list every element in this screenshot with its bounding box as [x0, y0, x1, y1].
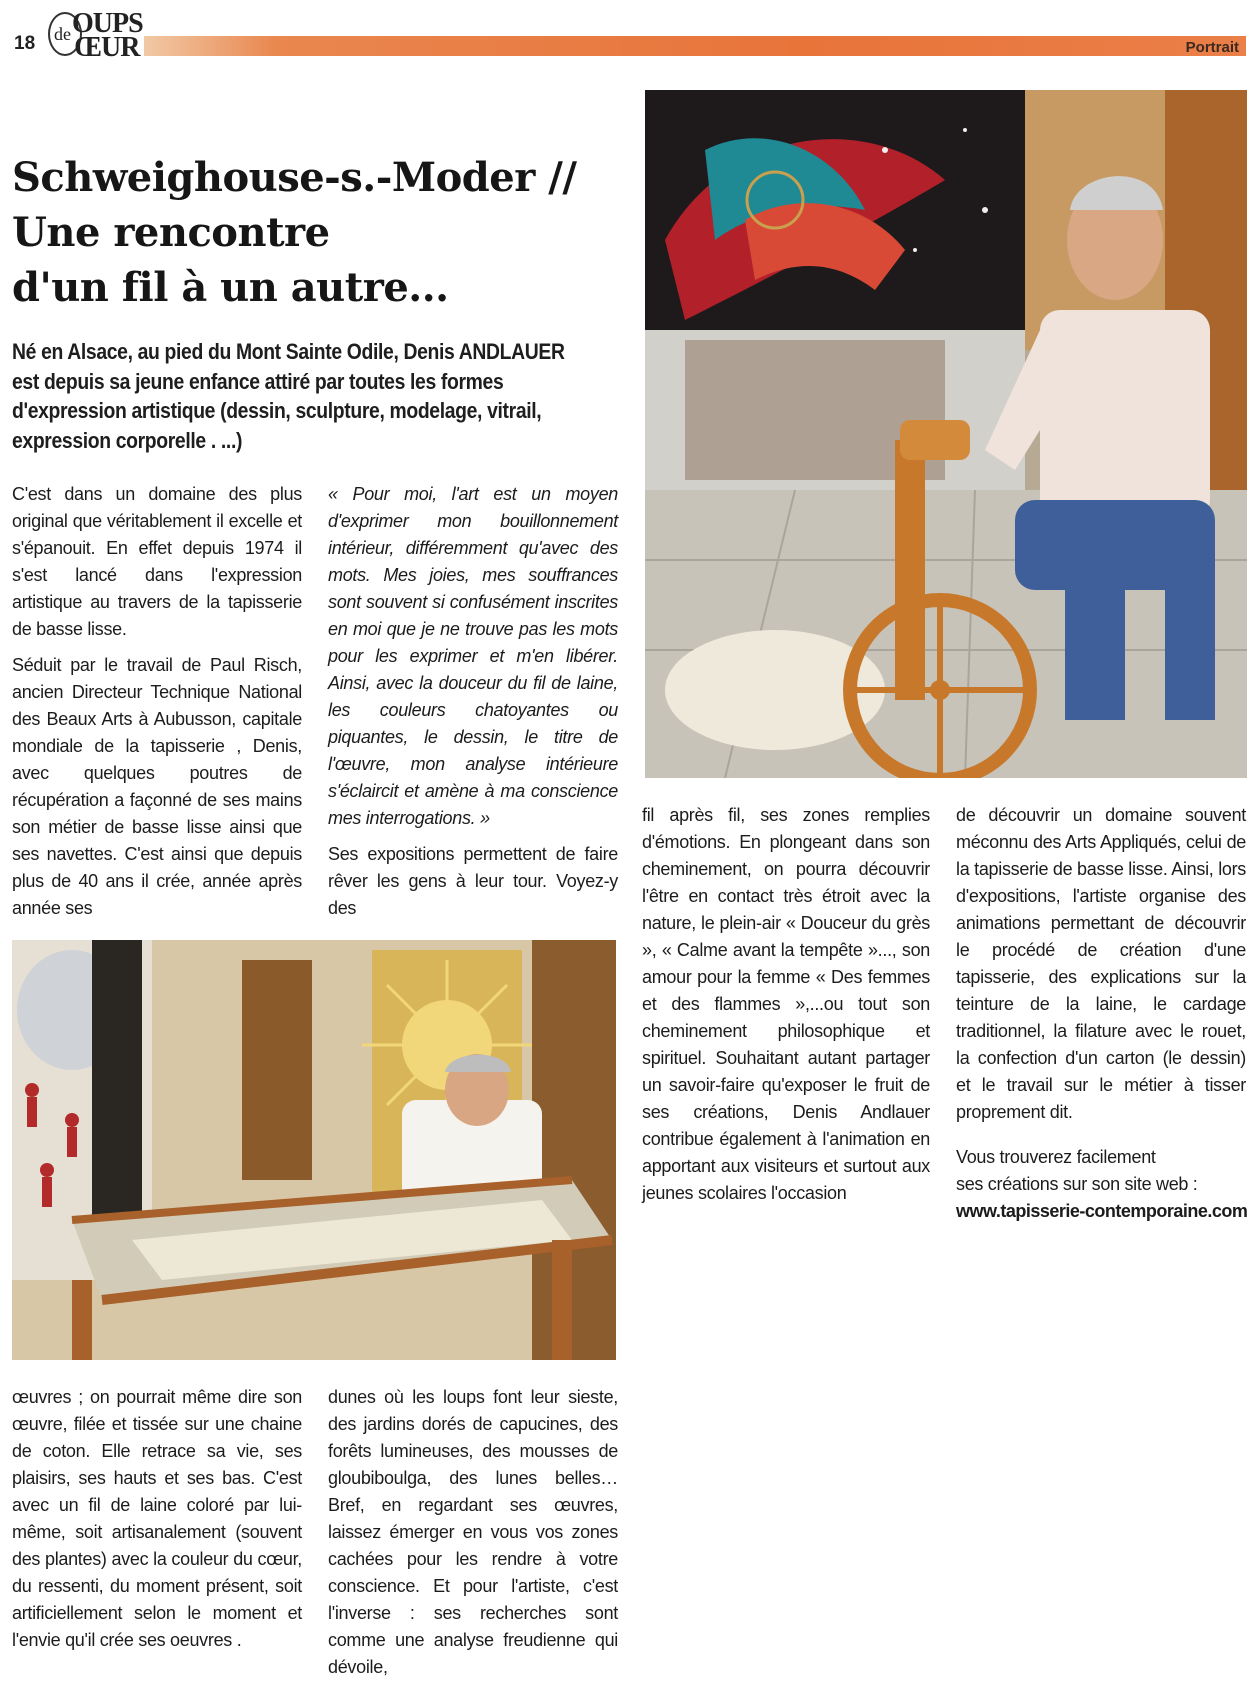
body-paragraph: fil après fil, ses zones remplies d'émotions. En plongeant dans son cheminement, on pourra découvrir l'être en contact très étroit avec la nature, le plein-air « Douceur du grès », « Calme avant la tempête »..., son amour pour la femme « Des femmes et des flammes »,...ou tout son cheminement philosophique et spirituel. Souhaitant autant partager un savoir-faire qu'exposer le fruit de ses créations, Denis Andlauer contribue également à l'animation en apportant aux visiteurs et surtout aux jeunes scolaires l'occasion [642, 805, 930, 1203]
lead-line: d'expression artistique (dessin, sculpture, modelage, vitrail, [12, 398, 542, 423]
body-paragraph: Ses expositions permettent de faire rêver les gens à leur tour. Voyez-y des [328, 844, 618, 918]
page-number: 18 [14, 33, 36, 54]
column-2-top [328, 481, 618, 922]
logo-connector: de [54, 24, 71, 44]
photo-weaving-loom [12, 940, 616, 1360]
column-4 [956, 802, 1246, 1225]
column-1-bottom [12, 1384, 302, 1654]
body-paragraph: dunes où les loups font leur sieste, des jardins dorés de capucines, des forêts lumineuses, des mousses de gloubiboulga, des lunes belles… Bref, en regardant ses œuvres, laissez émerger en vous vos zones cachées pour les rendre à votre conscience. Et pour l'artiste, c'est l'inverse : ses recherches sont comme une analyse freudienne qui dévoile, [328, 1387, 618, 1677]
logo-line1: OUPS [72, 8, 143, 39]
article-headline [12, 150, 642, 315]
body-paragraph: Séduit par le travail de Paul Risch, ancien Directeur Technique National des Beaux Arts à Aubusson, capitale mondiale de la tapisserie , Denis, avec quelques poutres de récupération a façonné de ses mains son métier de basse lisse ainsi que ses navettes. C'est ainsi que depuis plus de 40 ans il crée, année après année ses [12, 655, 302, 918]
photo-spinning-wheel [645, 90, 1247, 778]
website-intro [956, 1144, 1246, 1225]
website-link[interactable]: www.tapisserie-contemporaine.com [956, 1201, 1248, 1221]
headline-line: d'un fil à un autre... [12, 264, 449, 311]
artist-quote: « Pour moi, l'art est un moyen d'exprimer mon bouillonnement intérieur, différemment qu'avec des mots. Mes joies, mes souffrances sont souvent si confusément inscrites en moi que je ne trouve pas les mots pour les exprimer et m'en libérer. Ainsi, avec la douceur du fil de laine, les couleurs chatoyantes ou piquantes, le dessin, le titre de l'œuvre, mon analyse intérieure s'éclaircit et amène à ma conscience mes interrogations. » [328, 484, 618, 828]
header-band [144, 36, 1246, 56]
logo-line2: ŒUR [74, 32, 140, 63]
magazine-logo [48, 6, 148, 63]
website-intro-line: ses créations sur son site web : [956, 1174, 1198, 1194]
website-intro-line: Vous trouverez facilement [956, 1147, 1156, 1167]
headline-line: Schweighouse-s.-Moder // [12, 154, 577, 201]
article-lead [12, 337, 619, 455]
body-paragraph: œuvres ; on pourrait même dire son œuvre, filée et tissée sur une chaine de coton. Elle retrace sa vie, ses plaisirs, ses hauts et ses bas. C'est avec un fil de laine coloré par lui-même, soit artisanalement (souvent des plantes) avec la couleur du cœur, du ressenti, du moment présent, soit artificiellement selon le moment et l'envie qu'il crée ses oeuvres . [12, 1387, 302, 1650]
lead-line: Né en Alsace, au pied du Mont Sainte Odile, Denis ANDLAUER [12, 339, 565, 364]
lead-line: expression corporelle . ...) [12, 427, 243, 453]
column-1-top [12, 481, 302, 922]
column-2-bottom [328, 1384, 618, 1681]
body-paragraph: de découvrir un domaine souvent méconnu des Arts Appliqués, celui de la tapisserie de basse lisse. Ainsi, lors d'expositions, l'artiste organise des animations permettant de découvrir le procédé de création d'une tapisserie, des explications sur la teinture de la laine, le cardage traditionnel, la filature avec le rouet, la confection d'un carton (le dessin) et le travail sur le métier à tisser proprement dit. [956, 805, 1246, 1122]
section-label: Portrait [1185, 39, 1239, 56]
lead-line: est depuis sa jeune enfance attiré par toutes les formes [12, 368, 504, 394]
body-paragraph: C'est dans un domaine des plus original que véritablement il excelle et s'épanouit. En effet depuis 1974 il s'est lancé dans l'expression artistique au travers de la tapisserie de basse lisse. [12, 484, 302, 639]
column-3 [642, 802, 930, 1207]
headline-line: Une rencontre [12, 209, 330, 256]
